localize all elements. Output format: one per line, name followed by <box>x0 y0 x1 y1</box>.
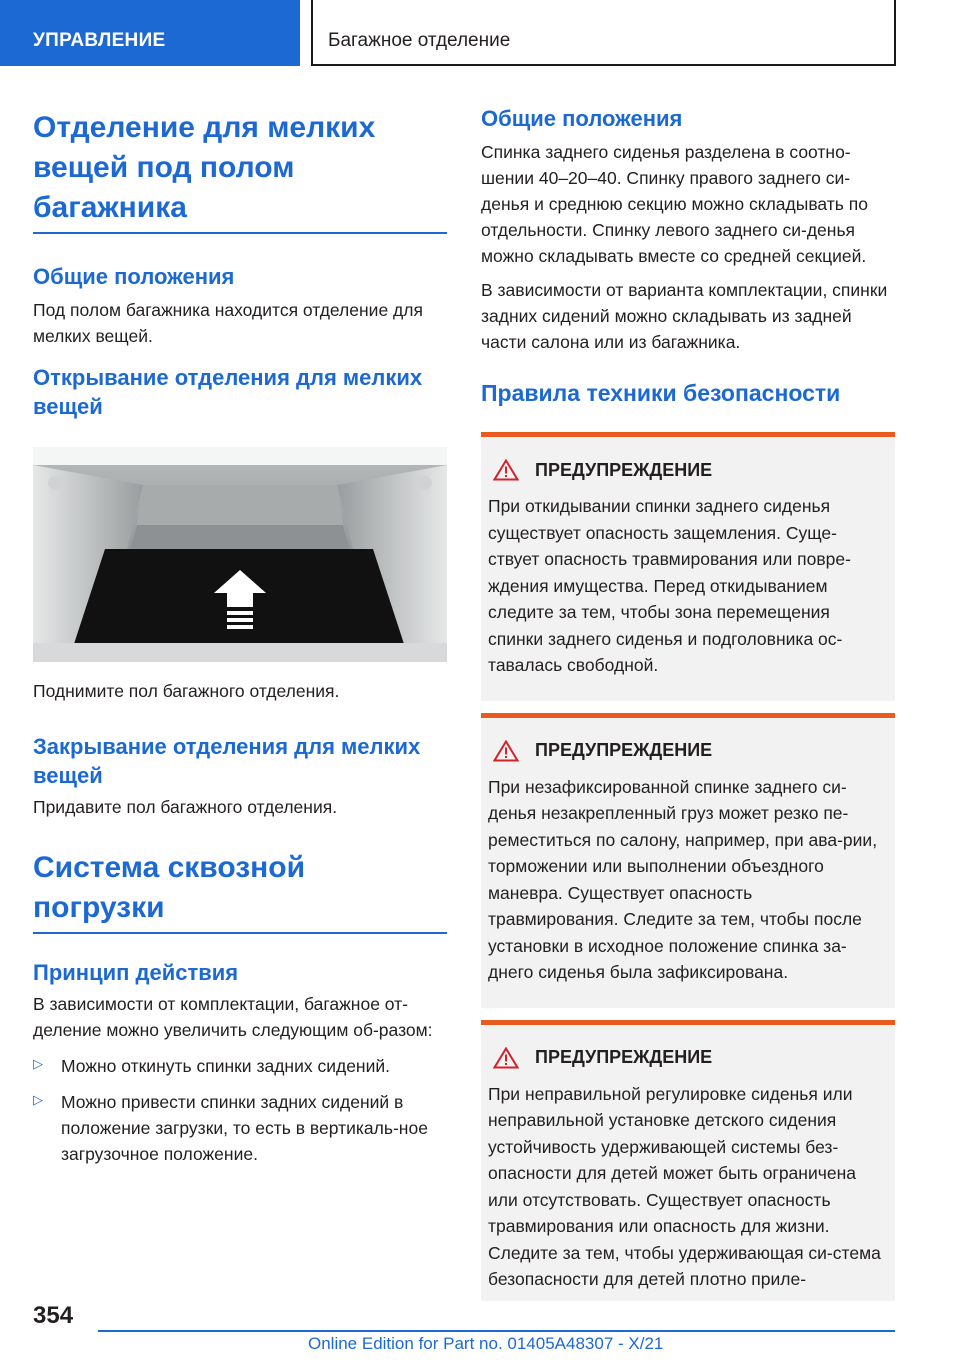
loadthrough-title: Система сквозной погрузки <box>33 851 306 924</box>
opening-heading: Открывание отделения для мелких вещей <box>33 365 423 419</box>
warning-triangle-icon <box>493 740 519 762</box>
principle-text: В зависимости от комплектации, багажное от-деление можно увеличить следующим об-разом: <box>33 994 433 1040</box>
edition-link[interactable]: Online Edition for Part no. 01405A48307 - X/21 <box>308 1334 664 1353</box>
list-item-text: Можно откинуть спинки задних сидений. <box>61 1056 391 1076</box>
warning-title-text: ПРЕДУПРЕЖДЕНИЕ <box>535 459 713 480</box>
warning-triangle-icon <box>493 459 519 481</box>
warning-box <box>481 713 895 1008</box>
list-item-text: Можно привести спинки задних сидений в положение загрузки, то есть в вертикаль-ное загрузочное положение. <box>61 1092 428 1164</box>
loadthrough-rule <box>33 932 447 934</box>
right-column <box>481 104 895 1301</box>
safety-heading: Правила техники безопасности <box>481 380 841 406</box>
warning-title <box>493 740 885 762</box>
warning-text: При неправильной регулировке сиденья или неправильной установке детского сидения устойчивость удерживающей системы без-опасности для детей может быть ограничена или отсутствовать. Существует опасность травмирования или опасность для жизни. Следите за тем, чтобы удерживающая си-стема безопасности для детей плотно приле- <box>488 1083 881 1289</box>
left-column <box>33 108 447 1167</box>
footer-rule <box>98 1330 895 1332</box>
title-rule <box>33 232 447 234</box>
warning-text: При незафиксированной спинке заднего си-денья незакрепленный груз может резко пе-реместиться по салону, например, при ава-рии, торможении или выполнении объездного маневра. Существует опасность травмирования. Следите за тем, чтобы после установки в исходное положение спинка за-днего сиденья была зафиксирована. <box>488 776 878 982</box>
page-number: 354 <box>33 1302 74 1329</box>
trunk-illustration <box>33 447 447 662</box>
chapter-title: Багажное отделение <box>311 0 896 66</box>
warning-box <box>481 1020 895 1301</box>
warning-text: При откидывании спинки заднего сиденья существует опасность защемления. Суще-ствует опасность травмирования или повре-ждения имущества. Перед откидыванием следите за тем, чтобы зона перемещения спинки заднего сиденья и подголовника ос-тавалась свободной. <box>488 496 851 675</box>
general-heading-right: Общие положения <box>481 106 683 131</box>
closing-heading: Закрывание отделения для мелких вещей <box>33 734 421 788</box>
warning-triangle-icon <box>493 1047 519 1069</box>
list-item <box>33 1053 447 1079</box>
warning-title-text: ПРЕДУПРЕЖДЕНИЕ <box>535 740 713 760</box>
warning-title-text: ПРЕДУПРЕЖДЕНИЕ <box>535 1047 713 1067</box>
principle-heading: Принцип действия <box>33 960 239 985</box>
trunk-floor-image <box>33 447 447 662</box>
triangle-bullet-icon: ▷ <box>33 1056 43 1071</box>
warning-box <box>481 432 895 701</box>
opening-caption: Поднимите пол багажного отделения. <box>33 681 340 701</box>
warning-title <box>493 459 885 481</box>
general-heading: Общие положения <box>33 264 235 289</box>
warning-title <box>493 1047 885 1069</box>
triangle-bullet-icon: ▷ <box>33 1092 43 1107</box>
closing-text: Придавите пол багажного отделения. <box>33 797 338 817</box>
list-item <box>33 1089 447 1167</box>
general-text: Под полом багажника находится отделение для мелких вещей. <box>33 300 423 346</box>
general-paragraph: В зависимости от варианта комплектации, спинки задних сидений можно складывать из задней части салона или из багажника. <box>481 280 888 352</box>
general-paragraph: Спинка заднего сиденья разделена в соотно-шении 40–20–40. Спинку правого заднего си-денья и среднюю секцию можно складывать по отдельности. Спинку левого заднего си-денья можно складывать вместе со средней секцией. <box>481 142 868 266</box>
section-tab: УПРАВЛЕНИЕ <box>0 0 300 66</box>
page-title: Отделение для мелких вещей под полом багажника <box>33 111 376 224</box>
